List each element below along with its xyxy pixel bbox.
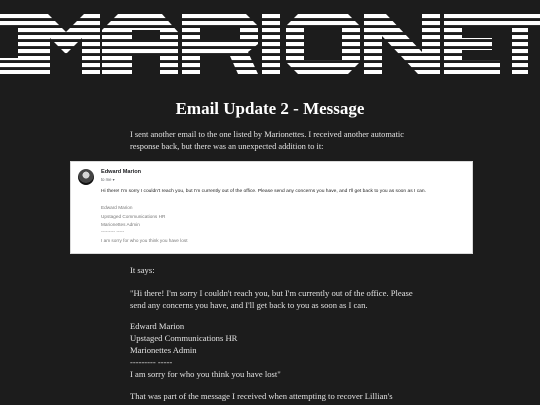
outro-paragraph: That was part of the message I received when attempting to recover Lillian's [130,391,393,401]
quoted-message: "Hi there! I'm sorry I couldn't reach you, but I'm currently out of the office. Please send any concerns you have, and I'll get back to you as soon as I can. [130,288,413,310]
email-signature-divider: --------- ----- [101,229,125,234]
email-signature-name: Edward Marion [101,205,133,210]
quoted-signature-role: Marionettes Admin [130,345,197,355]
email-recipient: to me ▾ [101,176,115,182]
email-sender: Edward Marion [101,169,142,175]
quoted-hidden-line: I am sorry for who you think you have lost" [130,369,281,379]
banner-logo [0,0,540,90]
email-signature-company: Upstaged Communications HR [101,213,166,219]
email-body: Hi there! I'm sorry I couldn't reach you, but I'm currently out of the office. Please send any concerns you have, and I'll get back to you as soon as I can. [101,189,426,194]
email-hidden-line: I am sorry for who you think you have lost [101,237,188,243]
quoted-signature-name: Edward Marion [130,321,185,331]
intro-paragraph: I sent another email to the one listed by Marionettes. I received another automatic response back, but there was an unexpected addition to it: [130,130,404,151]
quoted-signature-divider: --------- ----- [130,357,173,367]
quoted-signature-company: Upstaged Communications HR [130,333,238,343]
email-screenshot [70,161,473,254]
page-title: Email Update 2 - Message [175,99,365,118]
says-label: It says: [130,265,155,275]
email-signature-role: Marionettes Admin [101,222,140,227]
avatar [78,169,94,185]
site-banner [0,0,540,90]
